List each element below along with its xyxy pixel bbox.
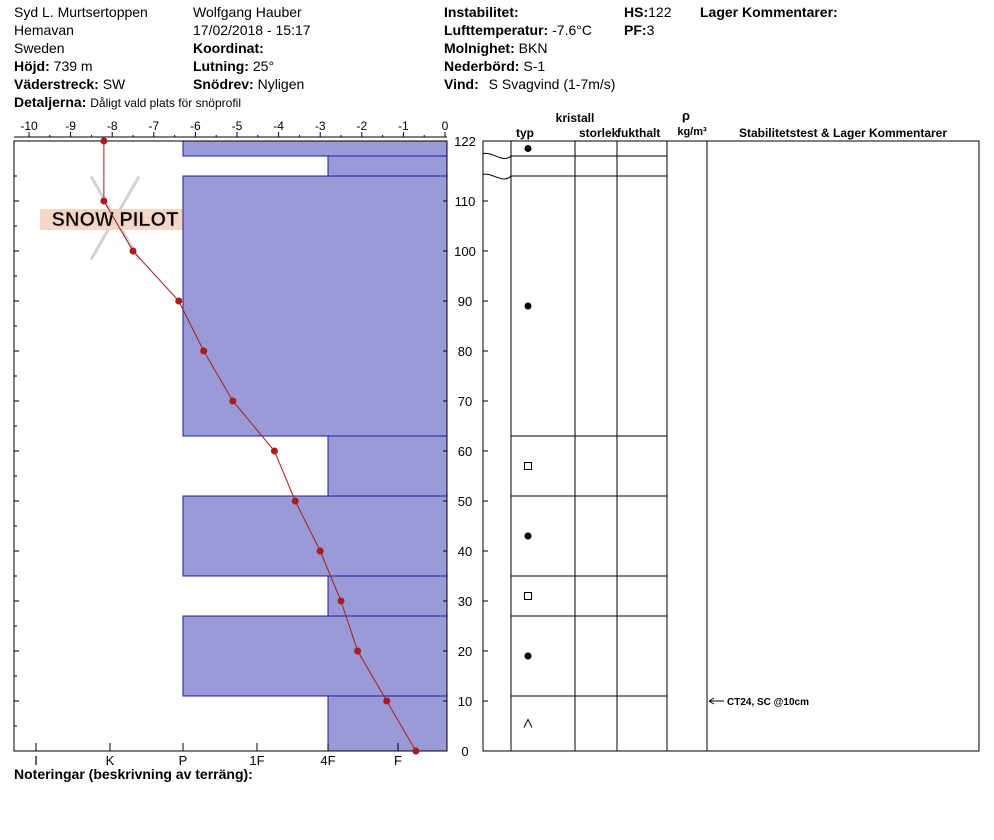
temperature-tick-label: -2 <box>356 119 368 133</box>
temperature-point <box>271 448 278 455</box>
observation-datetime: 17/02/2018 - 15:17 <box>193 22 311 38</box>
height-tick-label: 40 <box>457 544 473 559</box>
layer-connector <box>483 174 511 179</box>
hardness-layer <box>183 141 447 156</box>
drift-value: Nyligen <box>257 76 305 92</box>
height-tick-label: 122 <box>454 134 476 149</box>
hardness-layers <box>183 141 447 751</box>
elevation-label: Höjd: <box>14 58 50 74</box>
height-tick-label: 0 <box>461 744 469 759</box>
crystal-header: kristall <box>555 111 595 125</box>
air-temp-label: Lufttemperatur: <box>444 22 549 38</box>
temperature-tick-label: -10 <box>20 119 38 133</box>
temperature-tick-label: -9 <box>65 119 76 133</box>
hardness-layer <box>183 616 447 696</box>
temperature-tick-label: -5 <box>231 119 243 133</box>
hardness-layer <box>183 176 447 436</box>
temperature-point <box>100 198 107 205</box>
aspect-value: SW <box>102 76 126 92</box>
crystal-symbol-faceted <box>525 463 532 470</box>
temperature-point <box>100 138 107 145</box>
height-tick-label: 70 <box>457 394 473 409</box>
temperature-point <box>200 348 207 355</box>
crystal-symbol-round <box>525 145 532 152</box>
elevation-value: 739 m <box>53 58 93 74</box>
hs-value: 122 <box>648 4 672 20</box>
crystal-symbol-faceted <box>525 593 532 600</box>
wind-label: Vind: <box>444 76 479 92</box>
height-tick-label: 110 <box>454 194 476 209</box>
type-header: typ <box>516 126 534 140</box>
stability-test-label: CT24, SC @10cm <box>727 697 810 708</box>
chart-frames <box>14 141 979 751</box>
hardness-layer <box>328 576 447 616</box>
temperature-point <box>338 598 345 605</box>
sky-value: BKN <box>518 40 548 56</box>
temperature-axis <box>14 119 449 137</box>
crystal-symbol-depth-hoar <box>524 720 532 728</box>
temperature-tick-label: 0 <box>441 119 449 133</box>
coordinate-label: Koordinat: <box>193 40 264 56</box>
temperature-point <box>383 698 390 705</box>
temperature-point <box>317 548 324 555</box>
crystal-symbol-round <box>525 653 532 660</box>
moisture-header: fukthalt <box>617 126 661 140</box>
size-header: storlek <box>579 126 619 140</box>
observer-name: Wolfgang Hauber <box>193 4 302 20</box>
air-temp-value: -7.6°C <box>552 22 592 38</box>
slope-label: Lutning: <box>193 58 249 74</box>
height-tick-label: 100 <box>454 244 476 259</box>
sky-label: Molnighet: <box>444 40 515 56</box>
watermark <box>40 176 190 259</box>
temperature-tick-label: -4 <box>273 119 284 133</box>
aspect-label: Väderstreck: <box>14 76 99 92</box>
height-tick-label: 80 <box>457 344 473 359</box>
hardness-tick-label: P <box>178 753 188 768</box>
wind-value: S Svagvind (1-7m/s) <box>488 76 616 92</box>
temperature-tick-label: -1 <box>398 119 409 133</box>
pf-value: 3 <box>646 22 655 38</box>
temperature-point <box>229 398 236 405</box>
hardness-layer <box>328 436 447 496</box>
rho-header: ρ <box>681 108 691 123</box>
temperature-tick-label: -8 <box>106 119 118 133</box>
height-tick-label: 20 <box>457 644 473 659</box>
details-value: Dåligt vald plats för snöprofil <box>90 96 241 110</box>
density-unit-header: kg/m³ <box>677 126 707 138</box>
table-frame <box>483 141 979 751</box>
stability-label: Instabilitet: <box>444 4 519 20</box>
watermark-text: SNOW PILOT <box>51 209 179 231</box>
temperature-tick-label: -3 <box>314 119 326 133</box>
stability-tests <box>709 697 809 708</box>
height-tick-label: 50 <box>457 494 473 509</box>
temperature-tick-label: -7 <box>148 119 160 133</box>
temperature-point <box>292 498 299 505</box>
details-label: Detaljerna: <box>14 94 87 110</box>
pf-label: PF: <box>624 22 647 38</box>
stability-comments-header: Stabilitetstest & Lager Kommentarer <box>738 126 948 140</box>
notes-label: Noteringar (beskrivning av terräng): <box>14 766 253 782</box>
layer-table <box>483 108 947 728</box>
region-name: Hemavan <box>14 22 74 38</box>
layer-comments-label: Lager Kommentarer: <box>700 4 838 20</box>
drift-label: Snödrev: <box>193 76 254 92</box>
temperature-point <box>130 248 137 255</box>
height-tick-label: 60 <box>457 444 473 459</box>
hardness-layer <box>183 496 447 576</box>
temperature-point <box>175 298 182 305</box>
crystal-symbol-round <box>525 533 532 540</box>
precip-value: S-1 <box>523 58 546 74</box>
hs-label: HS: <box>624 4 649 20</box>
hardness-tick-label: I <box>34 753 38 768</box>
hardness-tick-label: 1F <box>249 753 265 768</box>
country-name: Sweden <box>14 40 65 56</box>
height-tick-label: 10 <box>457 694 473 709</box>
temperature-point <box>412 748 419 755</box>
height-tick-label: 90 <box>457 294 473 309</box>
temperature-point <box>354 648 361 655</box>
precip-label: Nederbörd: <box>444 58 520 74</box>
hardness-tick-label: K <box>105 753 115 768</box>
crystal-symbol-round <box>525 303 532 310</box>
temperature-tick-label: -6 <box>190 119 201 133</box>
hardness-tick-label: 4F <box>320 753 336 768</box>
hardness-layer <box>328 156 447 176</box>
slope-value: 25° <box>252 58 275 74</box>
layer-connector <box>483 153 511 158</box>
height-tick-label: 30 <box>457 594 473 609</box>
hardness-tick-label: F <box>394 753 402 768</box>
location-name: Syd L. Murtsertoppen <box>14 4 148 20</box>
